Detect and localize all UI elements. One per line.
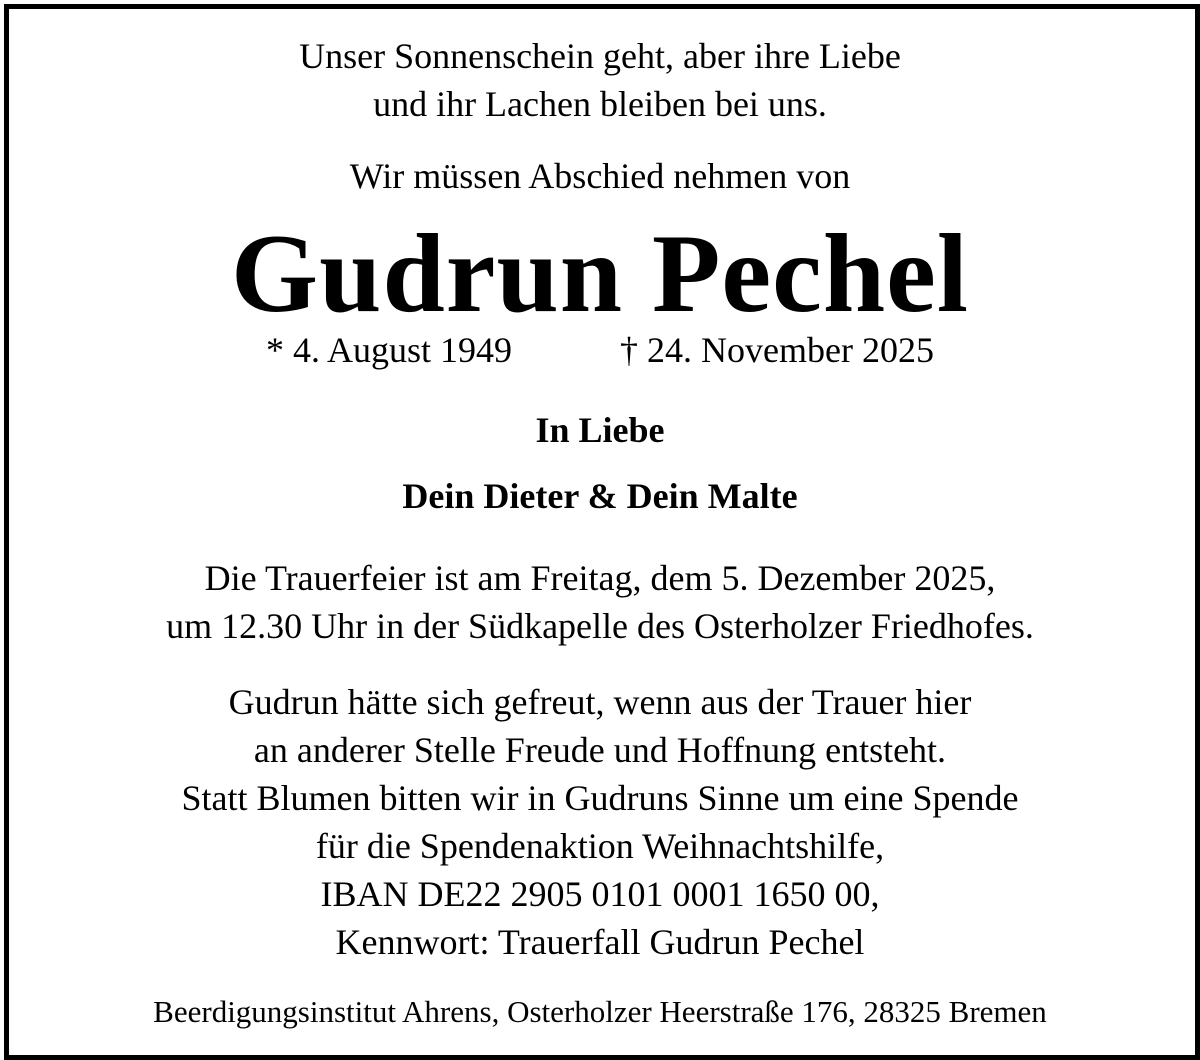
donation-line-2: an anderer Stelle Freude und Hoffnung entsteht. <box>253 730 947 770</box>
donation-line-3: Statt Blumen bitten wir in Gudruns Sinne um eine Spende <box>181 778 1019 818</box>
in-love-line: In Liebe <box>535 410 665 450</box>
farewell-line: Wir müssen Abschied nehmen von <box>349 156 851 196</box>
signature-line: Dein Dieter & Dein Malte <box>402 476 798 516</box>
ceremony-line-1: Die Trauerfeier ist am Freitag, dem 5. Dezember 2025, <box>204 558 996 598</box>
ceremony-line-2: um 12.30 Uhr in der Südkapelle des Osterholzer Friedhofes. <box>166 606 1034 646</box>
death-date: † 24. November 2025 <box>620 330 934 370</box>
birth-date: * 4. August 1949 <box>266 330 513 370</box>
iban-line: IBAN DE22 2905 0101 0001 1650 00, <box>320 874 880 914</box>
intro-line-2: und ihr Lachen bleiben bei uns. <box>373 84 827 124</box>
keyword-line: Kennwort: Trauerfall Gudrun Pechel <box>335 922 865 962</box>
donation-line-4: für die Spendenaktion Weihnachtshilfe, <box>315 826 885 866</box>
donation-line-1: Gudrun hätte sich gefreut, wenn aus der Trauer hier <box>228 682 972 722</box>
intro-line-1: Unser Sonnenschein geht, aber ihre Liebe <box>299 36 901 76</box>
deceased-name: Gudrun Pechel <box>231 212 969 336</box>
funeral-home-line: Beerdigungsinstitut Ahrens, Osterholzer Heerstraße 176, 28325 Bremen <box>153 994 1047 1029</box>
life-dates <box>0 332 1200 368</box>
